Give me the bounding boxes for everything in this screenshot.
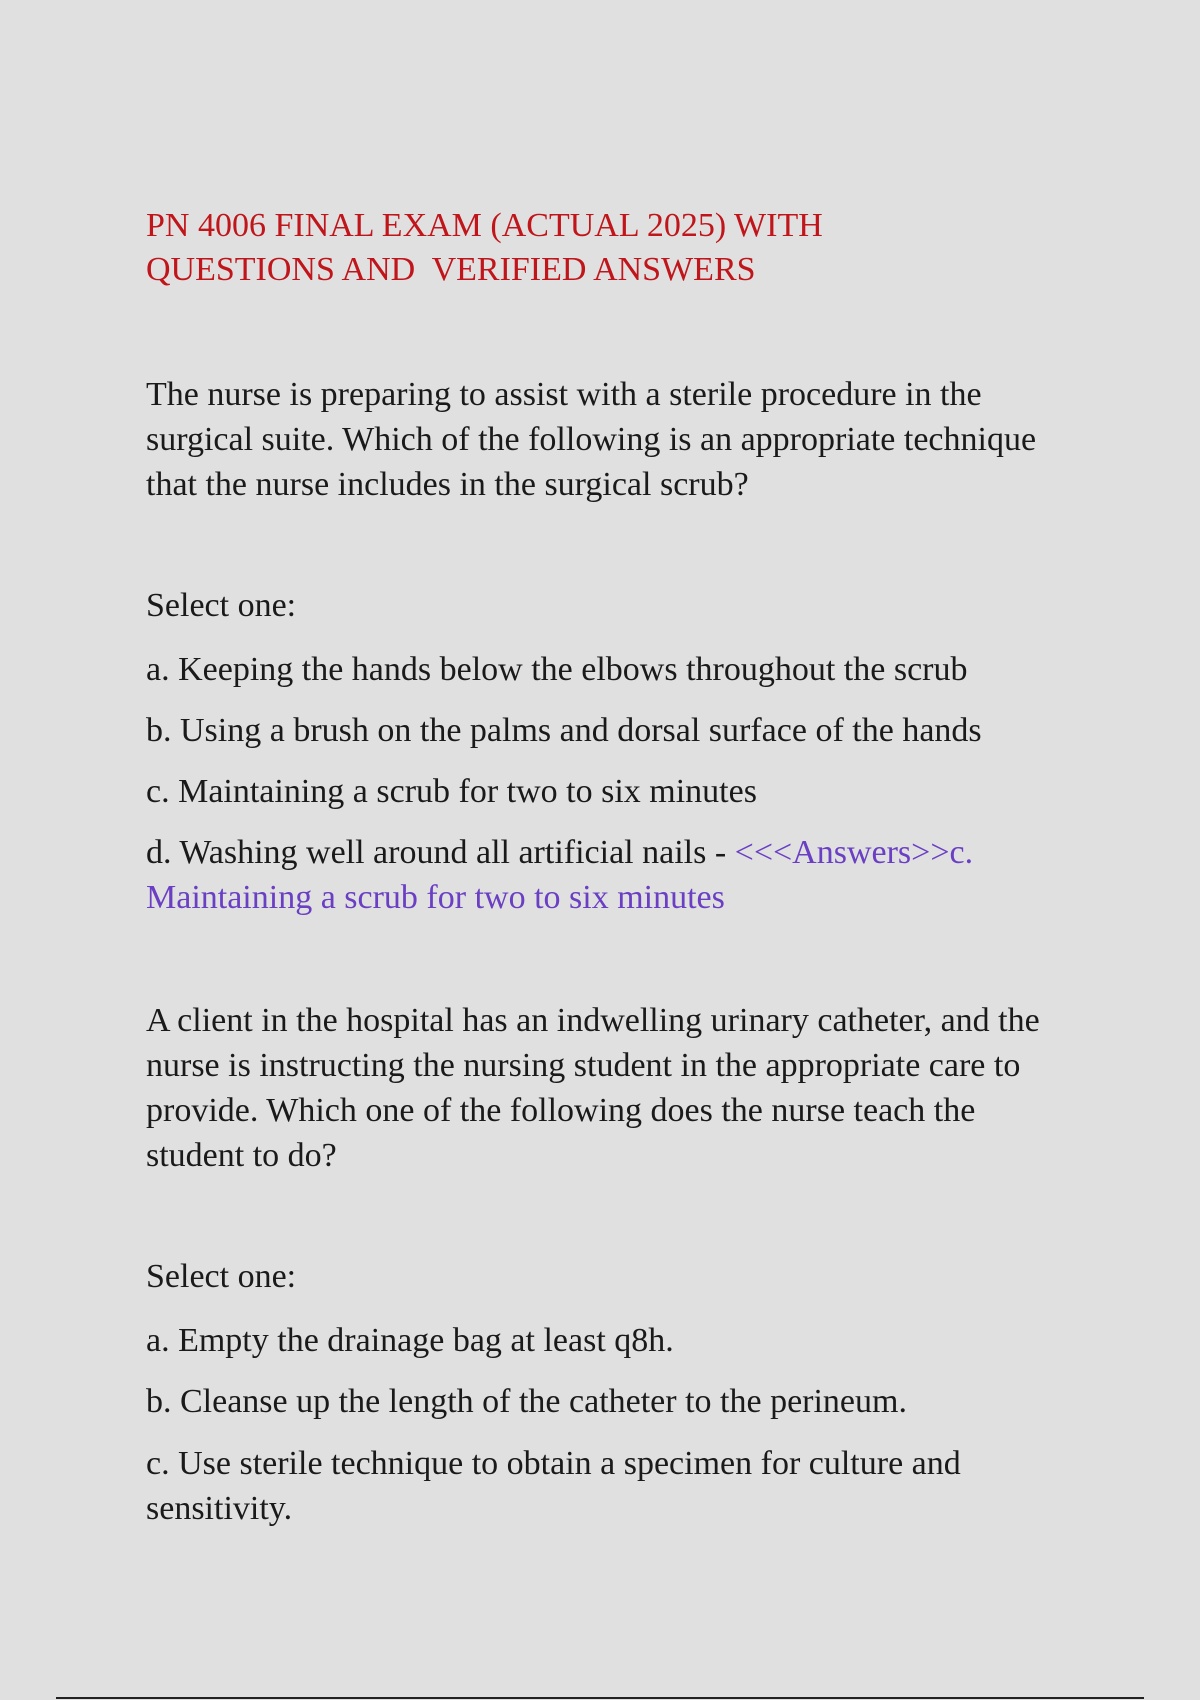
question-2-option-c: c. Use sterile technique to obtain a specimen for culture and sensitivity. bbox=[146, 1445, 961, 1527]
question-2-option-b: b. Cleanse up the length of the catheter to the perineum. bbox=[146, 1383, 907, 1420]
question-1-answer: <<<Answers>>c. Maintaining a scrub for two to six minutes bbox=[146, 834, 974, 916]
question-1-option-b: b. Using a brush on the palms and dorsal surface of the hands bbox=[146, 712, 982, 749]
document-title bbox=[146, 204, 1046, 292]
title-line-2: QUESTIONS AND VERIFIED ANSWERS bbox=[146, 251, 756, 288]
question-2-option-a: a. Empty the drainage bag at least q8h. bbox=[146, 1322, 674, 1359]
question-1-option-d-text: d. Washing well around all artificial nails - bbox=[146, 834, 735, 871]
question-1-option-d bbox=[146, 830, 1076, 920]
question-1-option-a: a. Keeping the hands below the elbows throughout the scrub bbox=[146, 651, 968, 688]
question-2-select-label: Select one: bbox=[146, 1258, 297, 1295]
question-2-stem: A client in the hospital has an indwelling urinary catheter, and the nurse is instructing the nursing student in the appropriate care to provide. Which one of the following does the nurse teach the student to do? bbox=[146, 1002, 1040, 1174]
footer-rule bbox=[56, 1697, 1144, 1699]
question-1-option-c: c. Maintaining a scrub for two to six minutes bbox=[146, 773, 757, 810]
title-line-1: PN 4006 FINAL EXAM (ACTUAL 2025) WITH bbox=[146, 207, 823, 244]
question-1-stem: The nurse is preparing to assist with a sterile procedure in the surgical suite. Which of the following is an appropriate technique that the nurse includes in the surgical scrub? bbox=[146, 376, 1037, 503]
question-1-select-label: Select one: bbox=[146, 587, 297, 624]
